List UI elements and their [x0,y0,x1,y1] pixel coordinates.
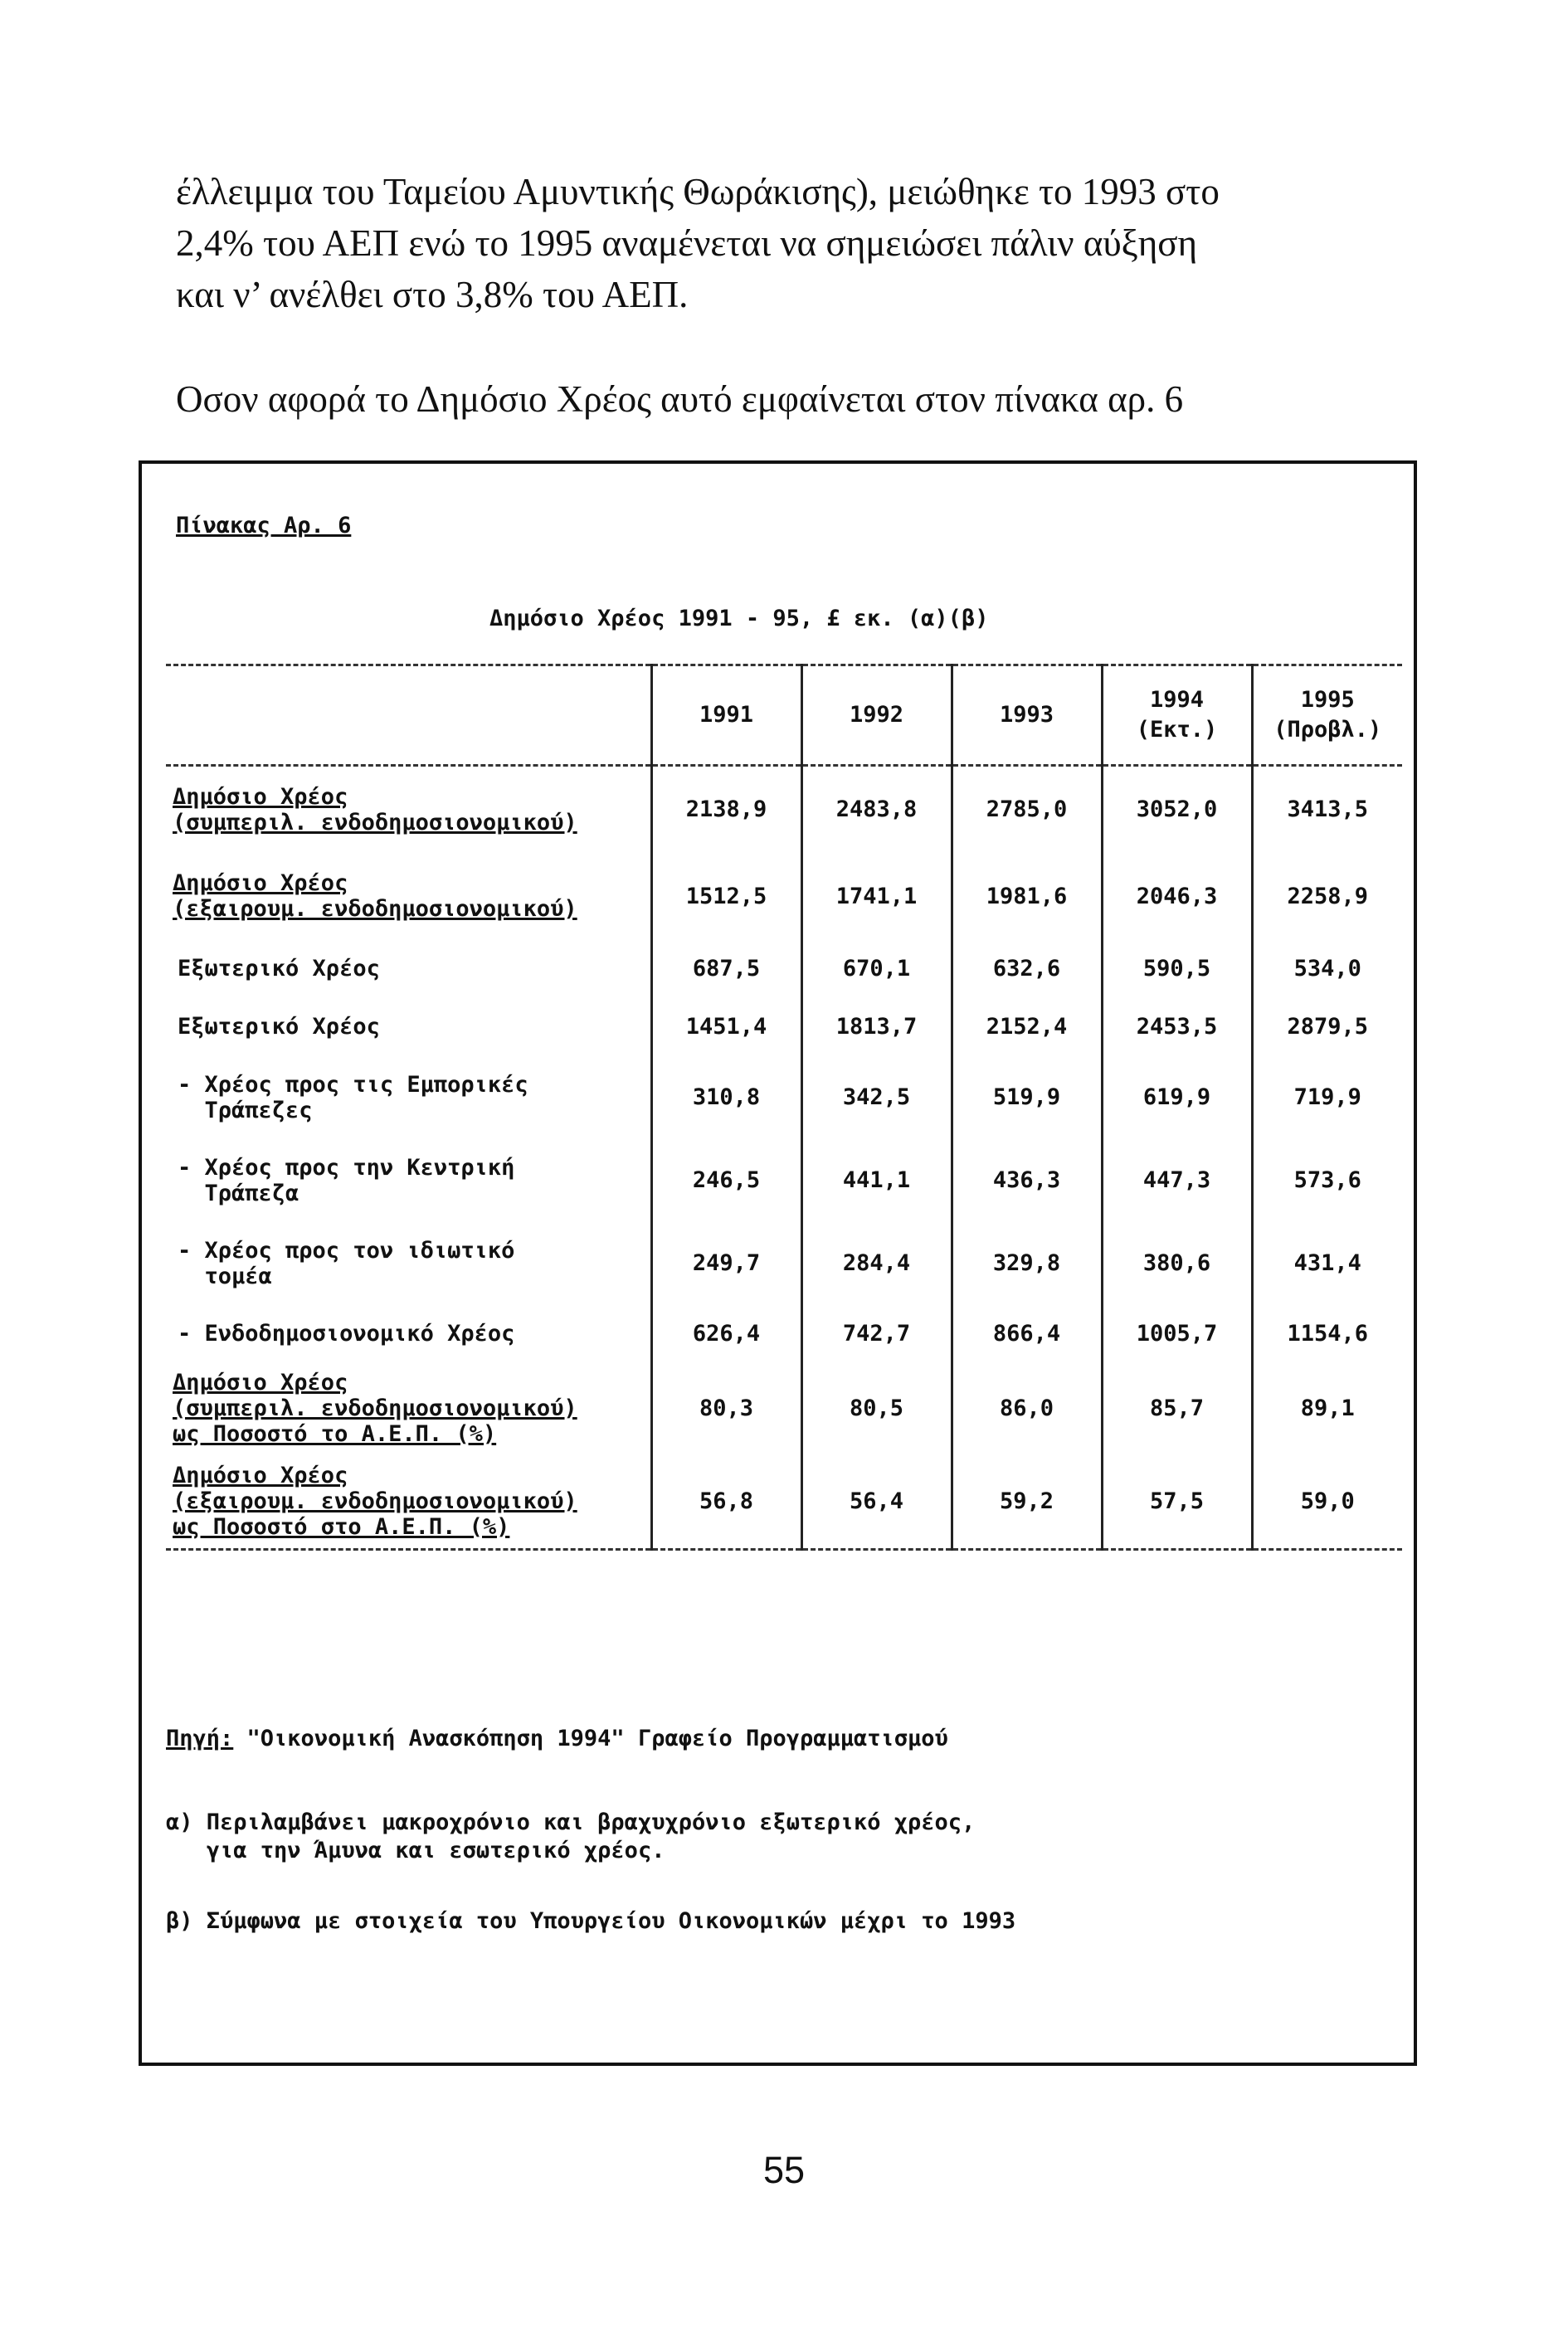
cell-value: 447,3 [1102,1139,1252,1222]
column-year: 1991 [699,702,754,728]
row-label [166,940,651,998]
cell-value: 342,5 [801,1056,952,1139]
table-row [166,940,1402,998]
cell-value: 2138,9 [651,766,801,853]
column-header [651,665,801,766]
intro-line: και ν’ ανέλθει στο 3,8% του ΑΕΠ. [176,274,689,315]
row-label-line: Εξωτερικό Χρέος [178,1014,380,1040]
cell-value: 246,5 [651,1139,801,1222]
source-text: "Οικονομική Ανασκόπηση 1994" Γραφείο Προγραμματισμού [233,1726,948,1751]
cell-value: 670,1 [801,940,952,998]
row-label [166,1454,651,1550]
public-debt-table [166,664,1402,1551]
table-caption: Δημόσιο Χρέος 1991 - 95, £ εκ. (α)(β) [489,606,989,631]
cell-value: 590,5 [1102,940,1252,998]
cell-value: 573,6 [1252,1139,1402,1222]
cell-value: 59,2 [952,1454,1102,1550]
row-label [166,853,651,940]
footnote-a-line: α) Περιλαμβάνει μακροχρόνιο και βραχυχρόνιο εξωτερικό χρέος, [166,1810,976,1835]
column-year: 1994 [1149,687,1205,713]
cell-value: 626,4 [651,1305,801,1363]
row-label-line: Τράπεζες [178,1097,313,1123]
table-row [166,1056,1402,1139]
row-label-line: Δημόσιο Χρέος [173,1370,348,1395]
table-row [166,998,1402,1056]
table-row [166,1139,1402,1222]
row-label [166,1222,651,1305]
cell-value: 2785,0 [952,766,1102,853]
row-label-line: (συμπεριλ. ενδοδημοσιονομικού) [173,809,577,835]
page-number: 55 [762,2149,806,2191]
source-head: Πηγή: [166,1726,234,1751]
cell-value: 866,4 [952,1305,1102,1363]
cell-value: 436,3 [952,1139,1102,1222]
cell-value: 1005,7 [1102,1305,1252,1363]
table-header-row [166,665,1402,766]
table-row [166,1363,1402,1454]
cell-value: 519,9 [952,1056,1102,1139]
row-label-line: Δημόσιο Χρέος [173,870,348,896]
cell-value: 2453,5 [1102,998,1252,1056]
footnote-b: β) Σύμφωνα με στοιχεία του Υπουργείου Οικονομικών μέχρι το 1993 [166,1908,1016,1934]
column-year: 1993 [999,702,1054,728]
cell-value: 1154,6 [1252,1305,1402,1363]
cell-value: 3052,0 [1102,766,1252,853]
row-label-line: τομέα [178,1263,272,1289]
row-label-line: - Χρέος προς τον ιδιωτικό [178,1237,515,1264]
intro-paragraph [176,166,1429,320]
column-year: 1992 [849,702,904,728]
cell-value: 1981,6 [952,853,1102,940]
row-label [166,766,651,853]
column-note: (Προβλ.) [1273,717,1382,743]
row-label-line: Δημόσιο Χρέος [173,1462,348,1488]
column-header [801,665,952,766]
table-row [166,766,1402,853]
column-header [952,665,1102,766]
row-label [166,1363,651,1454]
row-label [166,1139,651,1222]
row-label-line: - Χρέος προς τις Εμπορικές [178,1071,528,1098]
footnote-a-line: για την Άμυνα και εσωτερικό χρέος. [166,1838,665,1863]
cell-value: 56,4 [801,1454,952,1550]
cell-value: 89,1 [1252,1363,1402,1454]
intro-line: 2,4% του ΑΕΠ ενώ το 1995 αναμένεται να σημειώσει πάλιν αύξηση [176,222,1198,264]
cell-value: 2879,5 [1252,998,1402,1056]
cell-value: 57,5 [1102,1454,1252,1550]
cell-value: 619,9 [1102,1056,1252,1139]
cell-value: 431,4 [1252,1222,1402,1305]
cell-value: 329,8 [952,1222,1102,1305]
column-header [1102,665,1252,766]
header-blank [166,665,651,766]
cell-value: 687,5 [651,940,801,998]
table-label: Πίνακας Αρ. 6 [176,513,352,538]
row-label [166,1056,651,1139]
cell-value: 59,0 [1252,1454,1402,1550]
footnote-a [166,1809,1385,1865]
cell-value: 742,7 [801,1305,952,1363]
row-label-line: Δημόσιο Χρέος [173,783,348,810]
row-label-line: ως Ποσοστό το Α.Ε.Π. (%) [173,1421,497,1447]
cell-value: 56,8 [651,1454,801,1550]
row-label-line: ως Ποσοστό στο Α.Ε.Π. (%) [173,1513,510,1540]
row-label-line: Τράπεζα [178,1180,299,1206]
cell-value: 85,7 [1102,1363,1252,1454]
cell-value: 2483,8 [801,766,952,853]
row-label-line: Εξωτερικό Χρέος [178,956,380,981]
cell-value: 3413,5 [1252,766,1402,853]
row-label-line: - Χρέος προς την Κεντρική [178,1154,515,1181]
column-year: 1995 [1300,687,1355,713]
cell-value: 2152,4 [952,998,1102,1056]
intro-line: έλλειμμα του Ταμείου Αμυντικής Θωράκισης), μειώθηκε το 1993 στο [176,171,1220,212]
row-label [166,998,651,1056]
cell-value: 2046,3 [1102,853,1252,940]
cell-value: 441,1 [801,1139,952,1222]
cell-value: 86,0 [952,1363,1102,1454]
cell-value: 1741,1 [801,853,952,940]
column-note: (Εκτ.) [1136,717,1218,743]
cell-value: 249,7 [651,1222,801,1305]
table-row [166,1305,1402,1363]
source-note [166,1726,948,1751]
row-label-line: - Ενδοδημοσιονομικό Χρέος [178,1321,515,1347]
cell-value: 534,0 [1252,940,1402,998]
row-label-line: (συμπεριλ. ενδοδημοσιονομικού) [173,1395,577,1421]
cell-value: 632,6 [952,940,1102,998]
table-row [166,1454,1402,1550]
cell-value: 719,9 [1252,1056,1402,1139]
cell-value: 284,4 [801,1222,952,1305]
cell-value: 80,3 [651,1363,801,1454]
row-label-line: (εξαιρουμ. ενδοδημοσιονομικού) [173,1488,577,1514]
cell-value: 1813,7 [801,998,952,1056]
cell-value: 2258,9 [1252,853,1402,940]
cell-value: 1512,5 [651,853,801,940]
column-header [1252,665,1402,766]
table-row [166,853,1402,940]
cell-value: 380,6 [1102,1222,1252,1305]
table-row [166,1222,1402,1305]
lead-sentence: Οσον αφορά το Δημόσιο Χρέος αυτό εμφαίνεται στον πίνακα αρ. 6 [176,378,1184,420]
cell-value: 310,8 [651,1056,801,1139]
row-label-line: (εξαιρουμ. ενδοδημοσιονομικού) [173,896,577,922]
cell-value: 80,5 [801,1363,952,1454]
row-label [166,1305,651,1363]
cell-value: 1451,4 [651,998,801,1056]
